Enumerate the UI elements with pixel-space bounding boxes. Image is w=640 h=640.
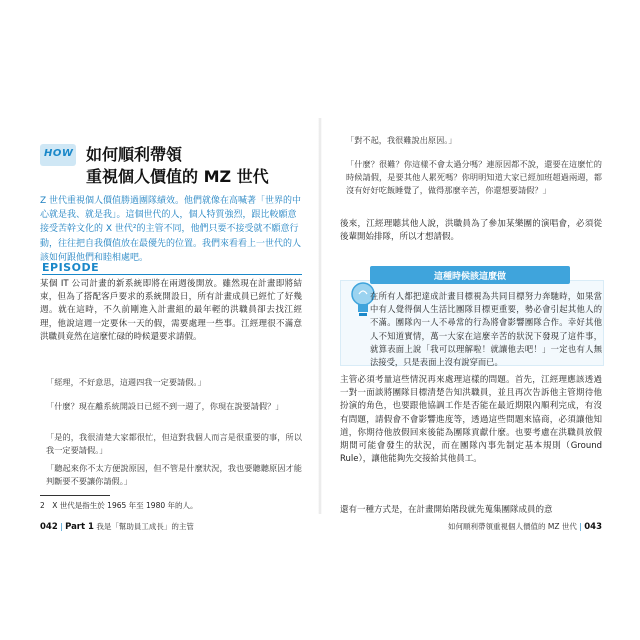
left-page (40, 130, 302, 510)
running-head: 如何順利帶領重視個人價值的 MZ 世代 (448, 522, 577, 531)
body-paragraph: 後來，江經理聽其他人說，洪職員為了參加某樂團的演唱會，必須從後輩開始排隊，所以才想請假。 (340, 219, 602, 243)
footnote-rule (40, 495, 110, 496)
folio-divider: | (579, 522, 585, 531)
dialog-line: 「是的，我很清楚大家都很忙，但這對我個人而言是很重要的事，所以我一定要請假。」 (46, 432, 302, 456)
how-label: HOW (44, 148, 74, 159)
episode-rule (42, 274, 302, 275)
tip-title: 這種時候該這麼做 (433, 272, 506, 282)
dialog-line: 「對不起，我很難說出原因。」 (346, 135, 457, 145)
how-badge (44, 144, 76, 166)
episode-label: EPISODE (42, 261, 100, 274)
dialog-line: 「聽起來你不太方便說原因，但不管是什麼狀況，我也要聽聽原因才能判斷要不要讓你請假。」 (46, 463, 302, 487)
page-number: 042 (40, 522, 58, 532)
right-page (340, 130, 602, 515)
page-title-line2: 重視個人價值的 MZ 世代 (86, 167, 269, 186)
book-binding (318, 118, 322, 514)
dialog-line: 「什麼？很難？你這樣不會太過分嗎？連原因都不說，還要在這麼忙的時候請假，是要其他人累死嗎？你明明知道大家已經加班超過兩週，都沒有好好吃飯睡覺了，做得那麼辛苦，你還想要請假？」 (346, 159, 602, 196)
running-head: 我是「幫助員工成長」的主管 (96, 522, 194, 531)
tip-body: 在所有人都把達成計畫目標視為共同目標努力奔馳時，如果當中有人覺得個人生活比團隊目標更重要，勢必會引起其他人的不滿。團隊內一人不尋常的行為將會影響團隊合作。幸好其他人不知道實情，萬一大家在這麼辛苦的狀況下發現了這件事，就算表面上說「我可以理解啦！就讓他去吧！」一定也有人無法接受，只是表面上沒有說穿而已。 (370, 291, 602, 368)
running-head-part: Part 1 (65, 522, 94, 532)
body-paragraph: 還有一種方式是，在計畫開始階段就先蒐集團隊成員的意 (340, 505, 553, 515)
page-number: 043 (584, 522, 602, 532)
footnote: 2 X 世代是指生於 1965 年至 1980 年的人。 (40, 501, 198, 510)
episode-body: 某個 IT 公司計畫的新系統即將在兩週後開放。雖然現在計畫即將結束，但為了搭配客戶要求的系統開設日，所有計畫成員已經忙了好幾週。就在這時，不久前剛進入計畫組的最年輕的洪職員卻去找江經理，他說這週一定要休一天的假，需要處理一些事。江經理很不滿意洪職員竟然在這麼忙碌的時候還要求請假。 (40, 279, 302, 342)
tip-banner (370, 266, 570, 284)
left-folio (40, 521, 194, 532)
dialog-line: 「經理，不好意思，這週四我一定要請假。」 (46, 377, 206, 387)
right-folio (448, 521, 602, 532)
body-paragraph: 主管必須考量這些情況再來處理這樣的問題。首先，江經理應該透過一對一面談將團隊目標清楚告知洪職員，並且再次告訴他主管期待他扮演的角色，也要跟他協調工作是否能在最近期限內順利完成，有沒有問題，請假會不會影響進度等，透過這些問題來協商，必須讓他知道，你期待他放假回來後能為團隊貢獻什麼。也要考慮在洪職員放假期間可能會發生的狀況，而在團隊內事先制定基本規則（Ground Rule），讓他能夠先交接給其他員工。 (340, 375, 602, 465)
page-title-line1: 如何順利帶領 (86, 145, 183, 164)
dialog-line: 「什麼？現在離系統開設日已經不到一週了，你現在說要請假？」 (46, 401, 284, 411)
folio-divider: | (60, 522, 66, 531)
intro-paragraph: Z 世代重視個人價值勝過團隊績效。他們就像在高喊著「世界的中心就是我、就是我」。這個世代的人，個人特質強烈，跟比較願意接受苦幹文化的 X 世代²的主管不同，他們只要不接受就不願意行動，往往把自我價值放在最優先的位置。我們來看看上一世代的人該如何跟他們和睦相處吧。 (40, 196, 302, 263)
episode-header (40, 262, 302, 274)
